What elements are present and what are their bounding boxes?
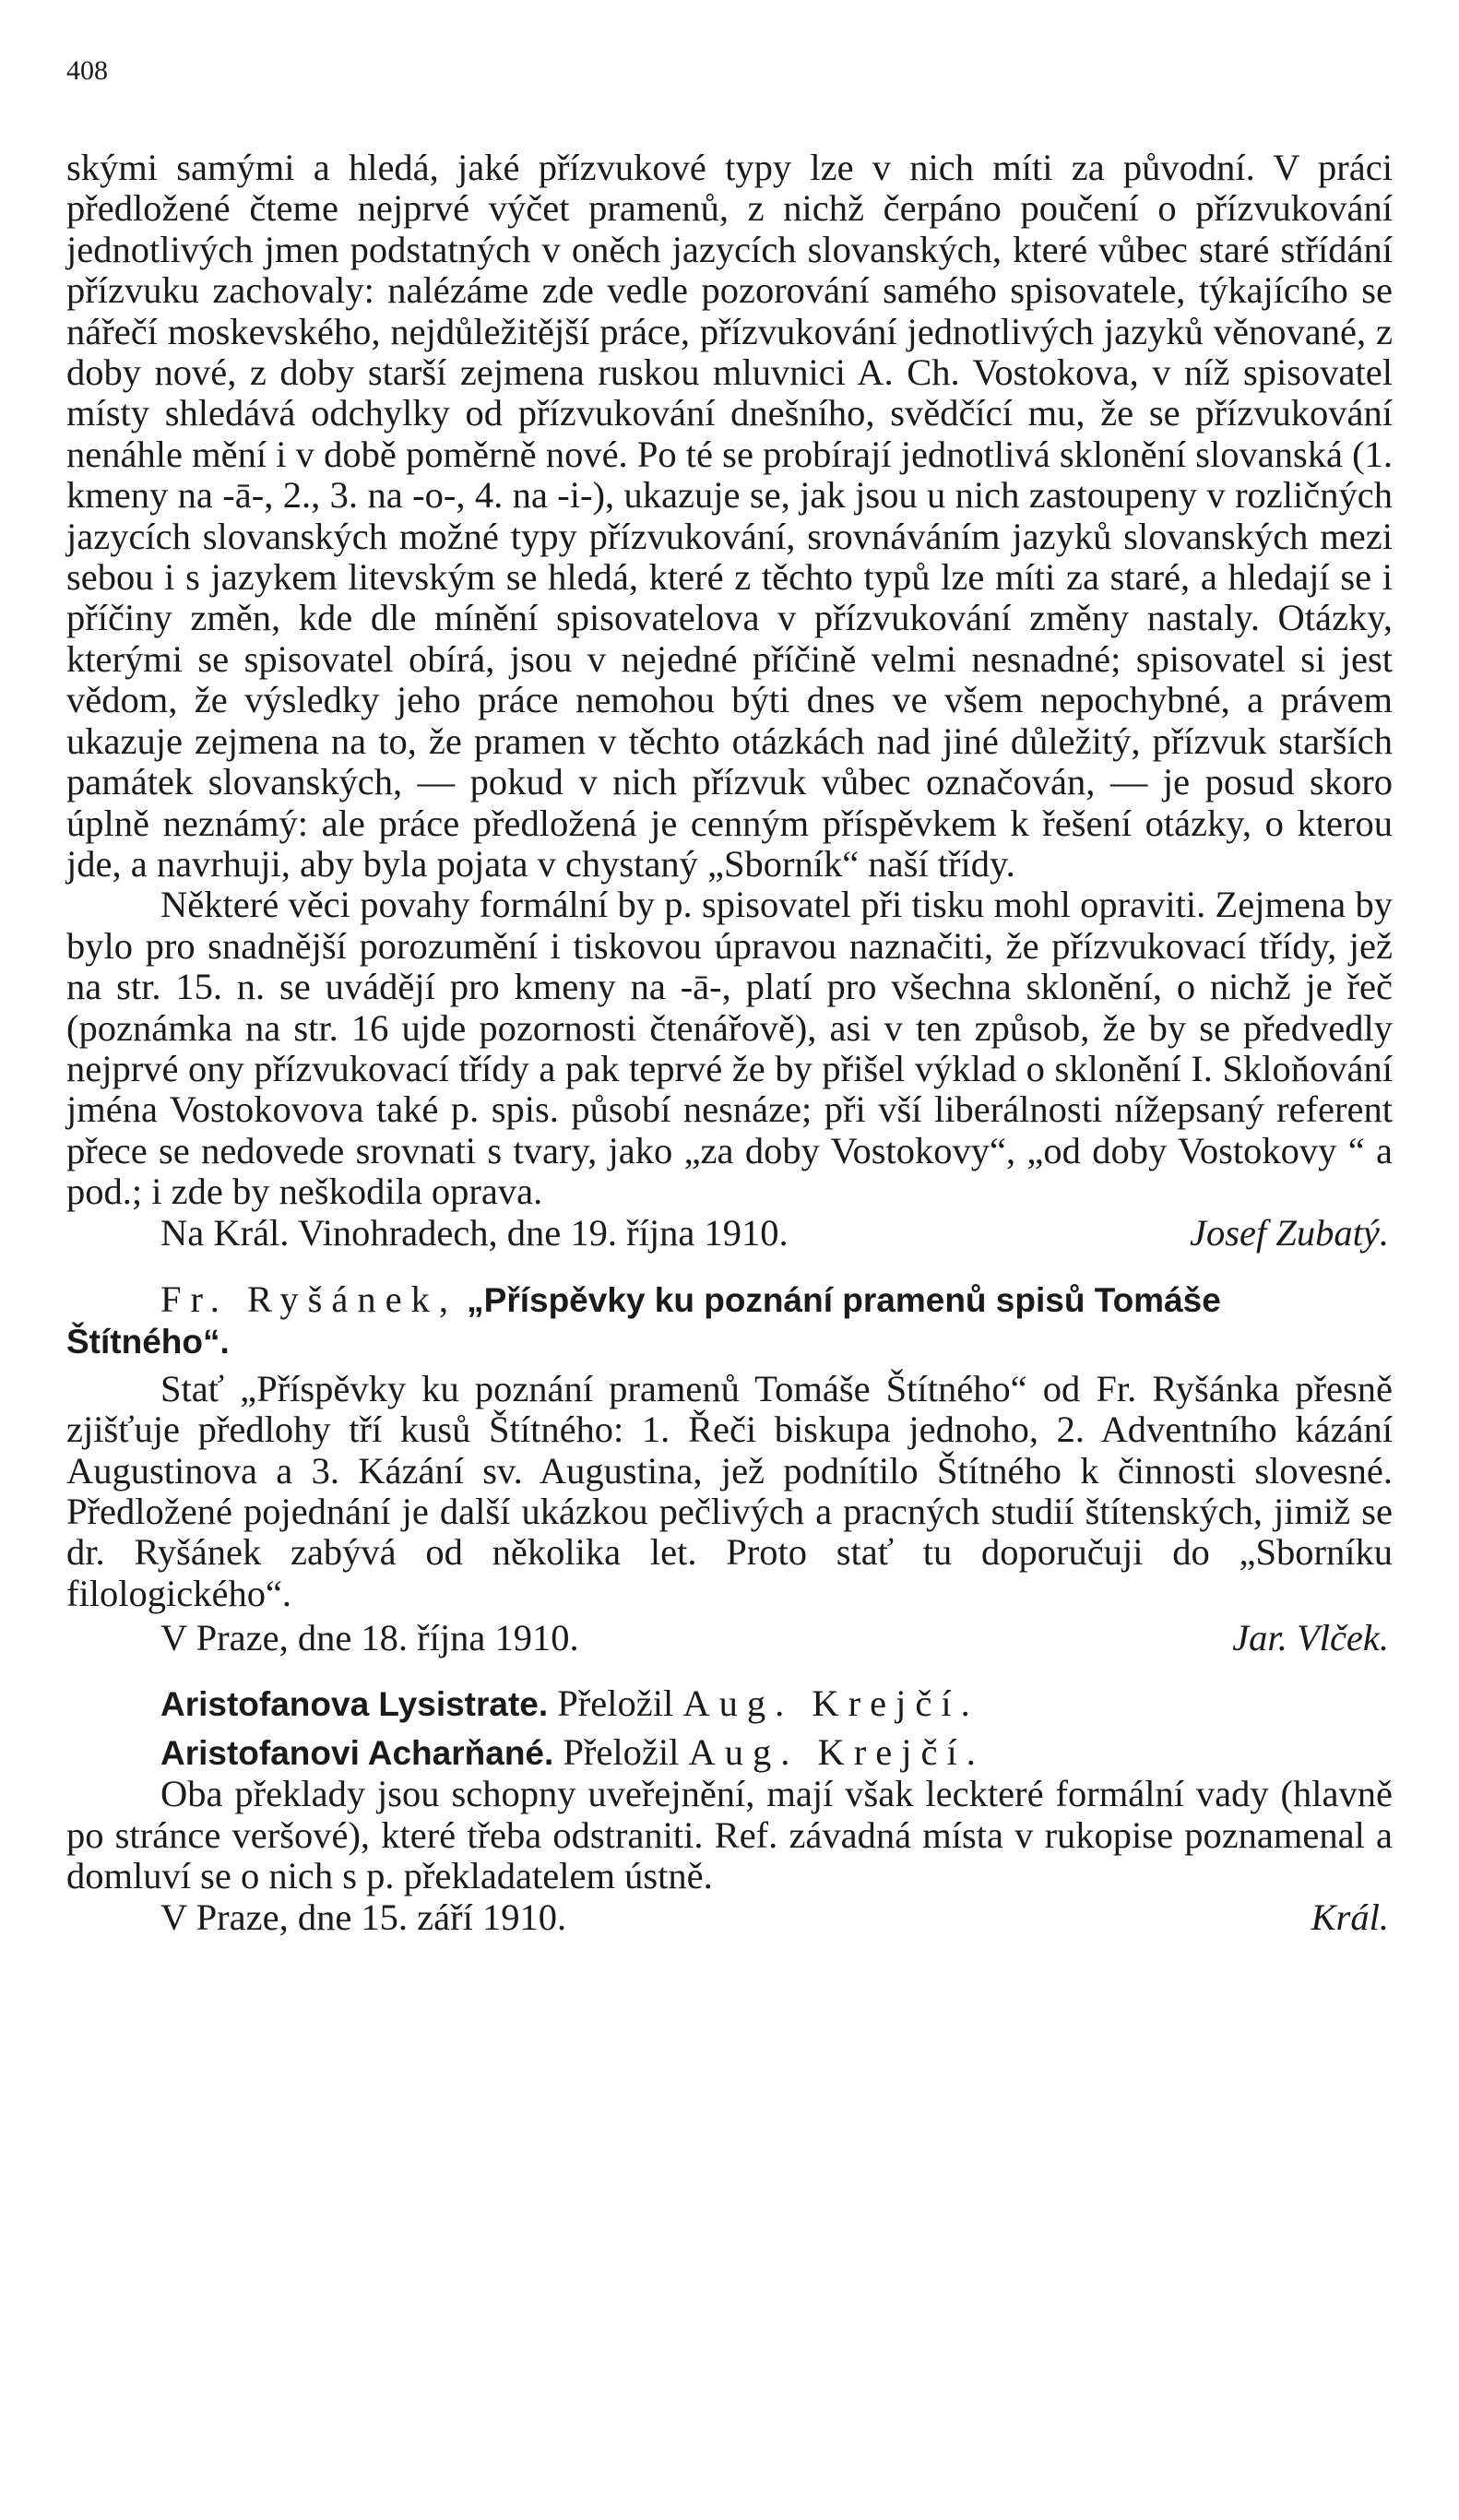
review-heading xyxy=(66,1279,1393,1363)
review-kral xyxy=(66,1683,1393,1938)
translator-prefix: Přeložil xyxy=(557,1682,674,1724)
review-paragraph: skými samými a hledá, jaké přízvukové typy lze v nich míti za původní. V práci předložené čteme nejprvé výčet pramenů, z nichž čerpáno poučení o přízvukování jednotlivých jmen podstatných v oněch jazycích slovanských, které vůbec staré střídání přízvuku zachovaly: nalézáme zde vedle pozorování samého spisovatele, týkajícího se nářečí moskevského, nejdůležitější práce, přízvukování jednotlivých jazyků věnované, z doby nové, z doby starší zejmena ruskou mluvnici A. Ch. Vostokova, v níž spisovatel místy shledává odchylky od přízvukování dnešního, svědčící mu, že se přízvukování nenáhle mění i v době poměrně nové. Po té se probírají jednotlivá sklonění slovanská (1. kmeny na -ā-, 2., 3. na -o-, 4. na -i-), ukazuje se, jak jsou u nich zastoupeny v rozličných jazycích slovanských možné typy přízvukování, srovnáváním jazyků slovanských mezi sebou i s jazykem litevským se hledá, které z těchto typů lze míti za staré, a hledají se i příčiny změn, kde dle mínění spisovatelova v přízvukování změny nastaly. Otázky, kterými se spisovatel obírá, jsou v nejedné příčině velmi nesnadné; spisovatel si jest vědom, že výsledky jeho práce nemohou býti dnes ve všem nepochybné, a právem ukazuje zejmena na to, že pramen v těchto otázkách nad jiné důležitý, přízvuk starších památek slovanských, — pokud v nich přízvuk vůbec označován, — je posud skoro úplně neznámý: ale práce předložená je cenným příspěvkem k řešení otázky, o kterou jde, a navrhuji, aby byla pojata v chystaný „Sborník“ naší třídy. xyxy=(66,147,1393,885)
reviewed-author: Fr. Ryšánek, xyxy=(160,1278,458,1320)
signature-line xyxy=(66,1213,1393,1254)
review-paragraph: Oba překlady jsou schopny uveřejnění, mají však leckteré formální vady (hlavně po stránce veršové), které třeba odstraniti. Ref. závadná místa v rukopise poznamenal a domluví se o nich s p. překladatelem ústně. xyxy=(66,1773,1393,1897)
review-heading xyxy=(66,1683,1393,1725)
place-date: Na Král. Vinohradech, dne 19. října 1910. xyxy=(160,1211,789,1254)
review-heading xyxy=(66,1732,1393,1774)
reviewed-title: „Příspěvky ku poznání pramenů spisů Tomáše Štítného“. xyxy=(66,1280,1221,1361)
reviewer-name: Jar. Vlček. xyxy=(1232,1617,1389,1659)
review-paragraph: Stať „Příspěvky ku poznání pramenů Tomáše Štítného“ od Fr. Ryšánka přesně zjišťuje předlohy tří kusů Štítného: 1. Řeči biskupa jednoho, 2. Adventního kázání Augustinova a 3. Kázání sv. Augustina, jež podnítilo Štítného k činnosti slovesné. Předložené pojednání je další ukázkou pečlivých a pracných studií štítenských, jimiž se dr. Ryšánek zabývá od několika let. Proto stať tu doporučuji do „Sborníku filologického“. xyxy=(66,1367,1393,1614)
page-number: 408 xyxy=(66,55,108,86)
place-date: V Praze, dne 15. září 1910. xyxy=(160,1896,567,1938)
page-body xyxy=(66,148,1393,1938)
reviewed-title: Aristofanovi Acharňané. xyxy=(160,1734,554,1773)
review-paragraph: Některé věci povahy formální by p. spisovatel při tisku mohl opraviti. Zejmena by bylo pro snadnější porozumění i tiskovou úpravou naznačiti, že přízvukovací třídy, jež na str. 15. n. se uvádějí pro kmeny na -ā-, platí pro všechna sklonění, o nichž je řeč (poznámka na str. 16 ujde pozornosti čtenářově), asi v ten způsob, že by se předvedly nejprvé ony přízvukovací třídy a pak teprvé že by přišel výklad o sklonění I. Skloňování jména Vostokovova také p. spis. působí nesnáze; při vší liberálnosti nížepsaný referent přece se nedovede srovnati s tvary, jako „za doby Vostokovy“, „od doby Vostokovy “ a pod.; i zde by neškodila oprava. xyxy=(66,884,1393,1213)
translator-name: Aug. Krejčí. xyxy=(682,1682,979,1724)
place-date: V Praze, dne 18. října 1910. xyxy=(160,1617,579,1659)
signature-line xyxy=(66,1897,1393,1938)
reviewed-title: Aristofanova Lysistrate. xyxy=(160,1684,549,1723)
reviewer-name: Josef Zubatý. xyxy=(1190,1211,1389,1254)
reviewer-name: Král. xyxy=(1311,1896,1389,1938)
translator-name: Aug. Krejčí. xyxy=(688,1731,985,1774)
review-zubaty xyxy=(66,148,1393,1254)
review-vlcek xyxy=(66,1279,1393,1659)
signature-line xyxy=(66,1618,1393,1658)
translator-prefix: Přeložil xyxy=(563,1731,680,1774)
